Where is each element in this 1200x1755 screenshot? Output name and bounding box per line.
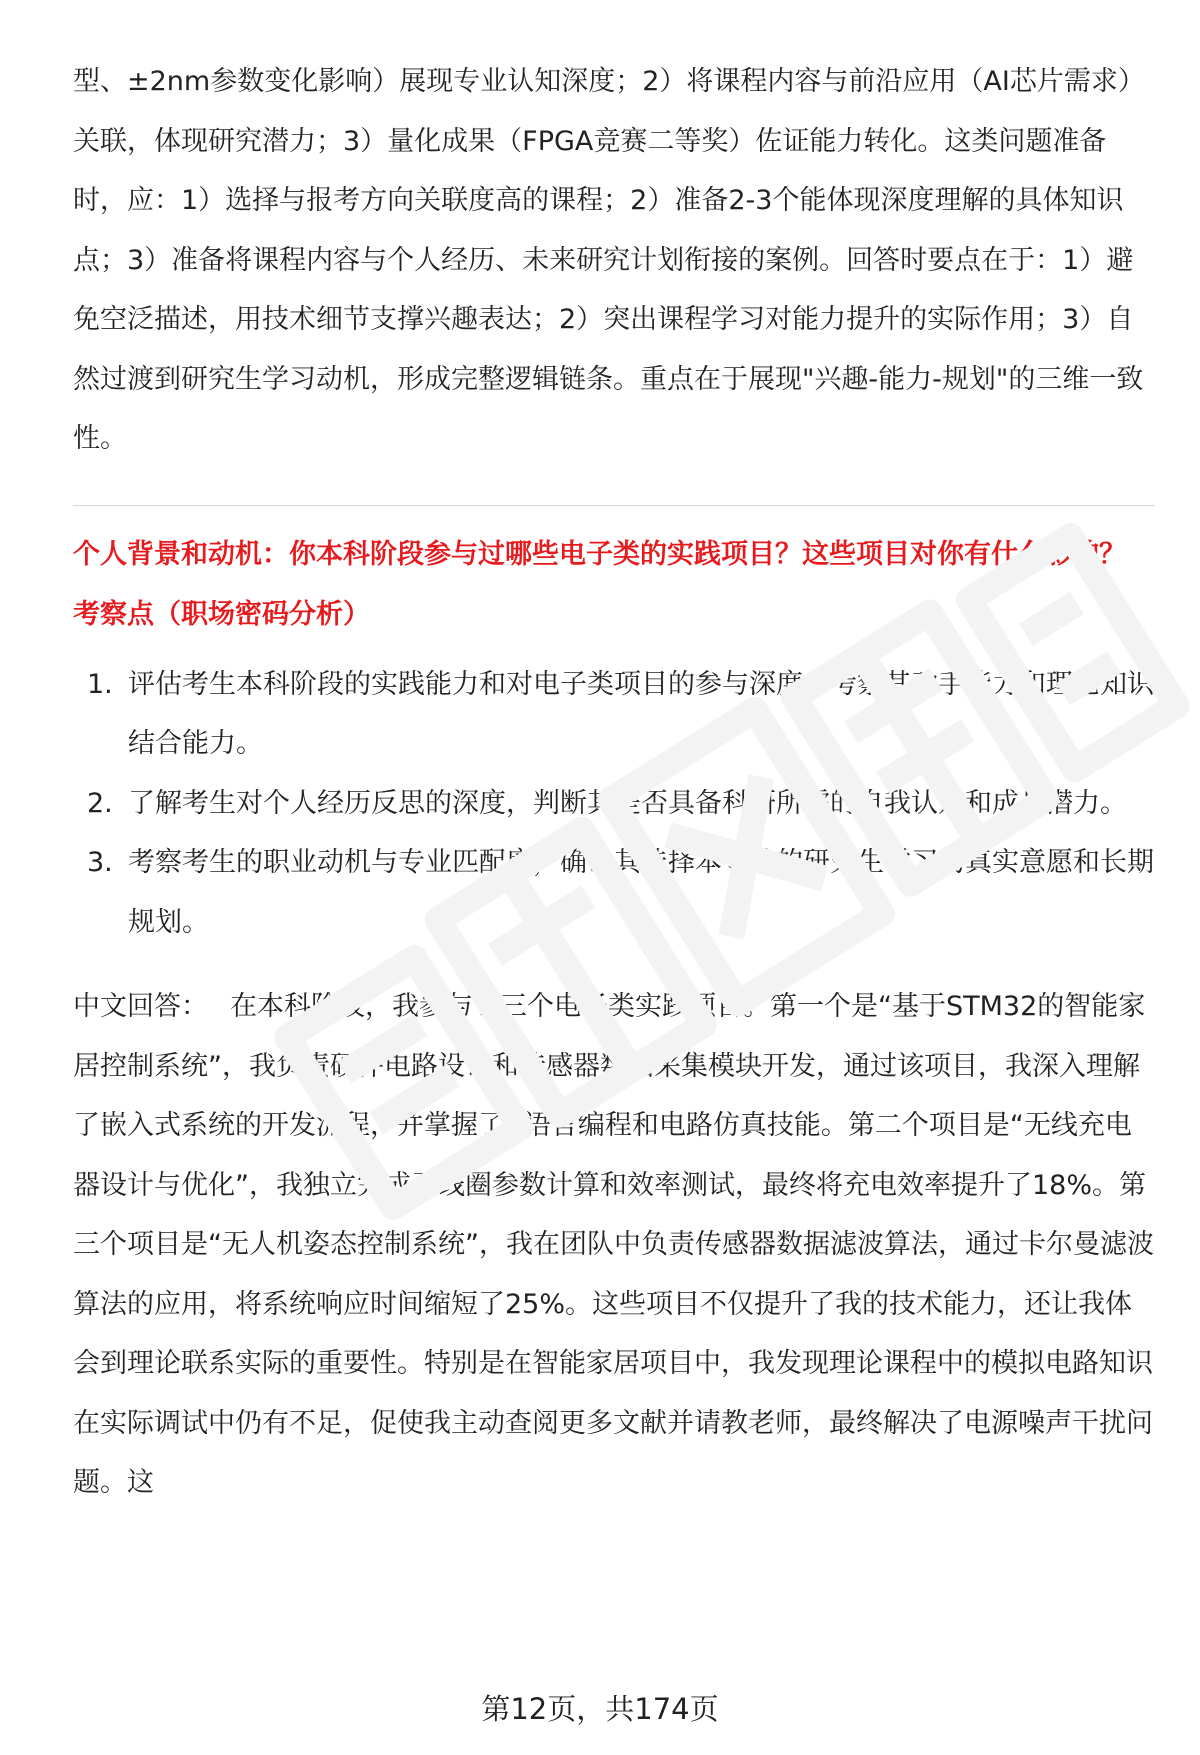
answer-text: 在本科阶段，我参与了三个电子类实践项目。第一个是“基于STM32的智能家居控制系统”，我负责硬件电路设计和传感器数据采集模块开发，通过该项目，我深入理解了嵌入式系统的开发流程，并掌握了C语言编程和电路仿真技能。第二个项目是“无线充电器设计与优化”，我独立完成了线圈参数计算和效率测试，最终将充电效率提升了18%。第三个项目是“无人机姿态控制系统”，我在团队中负责传感器数据滤波算法，通过卡尔曼滤波算法的应用，将系统响应时间缩短了25%。这些项目不仅提升了我的技术能力，还让我体会到理论联系实际的重要性。特别是在智能家居项目中，我发现理论课程中的模拟电路知识在实际调试中仍有不足，促使我主动查阅更多文献并请教老师，最终解决了电源噪声干扰问题。这: [73, 991, 1154, 1498]
page-footer: 第12页，共174页: [481, 1692, 719, 1726]
list-item: [73, 774, 1155, 834]
list-number: 2.: [87, 787, 113, 819]
question-title: 个人背景和动机：你本科阶段参与过哪些电子类的实践项目？这些项目对你有什么影响？: [73, 538, 1126, 570]
answer-label: 中文回答：: [73, 991, 208, 1022]
assessment-heading: 考察点（职场密码分析）: [73, 598, 370, 630]
list-number: 1.: [87, 668, 113, 700]
list-item-text: 评估考生本科阶段的实践能力和对电子类项目的参与深度，考察其动手能力和理论知识结合能力。: [128, 668, 1154, 759]
intro-paragraph: 型、±2nm参数变化影响）展现专业认知深度；2）将课程内容与前沿应用（AI芯片需求）关联，体现研究潜力；3）量化成果（FPGA竞赛二等奖）佐证能力转化。这类问题准备时，应：1）选择与报考方向关联度高的课程；2）准备2-3个能体现深度理解的具体知识点；3）准备将课程内容与个人经历、未来研究计划衔接的案例。回答时要点在于：1）避免空泛描述，用技术细节支撑兴趣表达；2）突出课程学习对能力提升的实际作用；3）自然过渡到研究生学习动机，形成完整逻辑链条。重点在于展现"兴趣-能力-规划"的三维一致性。: [73, 66, 1145, 454]
list-item-text: 考察考生的职业动机与专业匹配度，确认其选择本专业的研究生学习的真实意愿和长期规划。: [128, 847, 1154, 938]
assessment-list: [73, 655, 1155, 953]
list-number: 3.: [87, 847, 113, 878]
list-item: [73, 833, 1155, 952]
section-divider: [73, 505, 1155, 506]
list-item: [73, 655, 1155, 774]
document-body: [73, 52, 1155, 1513]
answer-paragraph: [73, 977, 1155, 1513]
list-item-text: 了解考生对个人经历反思的深度，判断其是否具备科研所需的自我认知和成长潜力。: [128, 787, 1127, 819]
